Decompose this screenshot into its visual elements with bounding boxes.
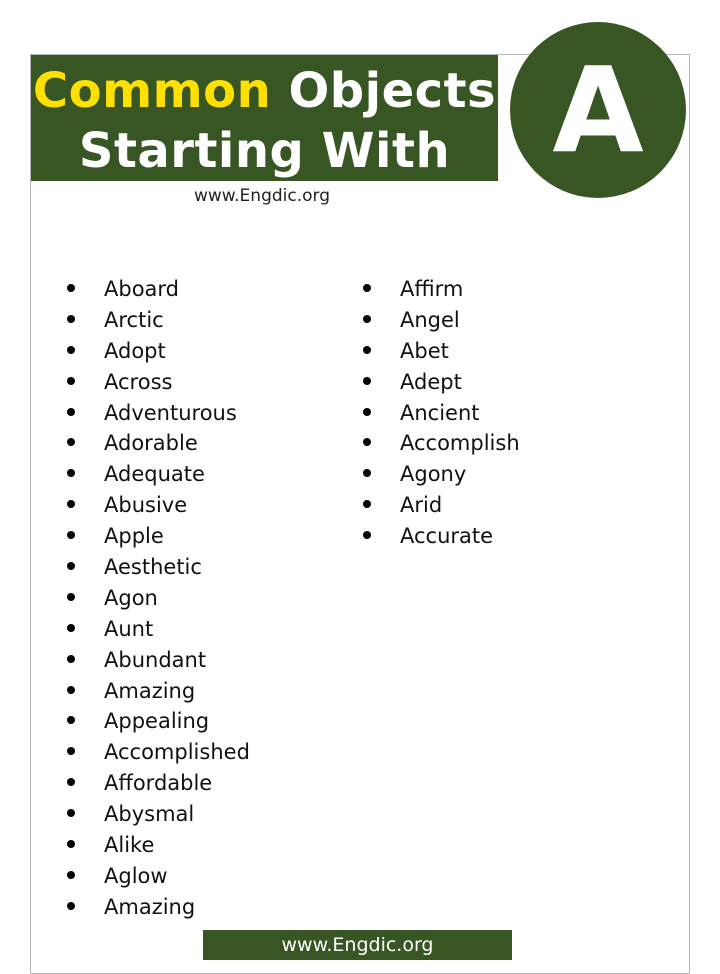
bullet-icon (67, 716, 75, 724)
title-banner (31, 55, 498, 181)
bullet-icon (67, 747, 75, 755)
list-item-label: Agony (400, 462, 467, 487)
bullet-icon (67, 778, 75, 786)
list-item-label: Adorable (104, 431, 198, 456)
list-item-label: Appealing (104, 709, 210, 734)
footer-site-url: www.Engdic.org (281, 934, 434, 956)
bullet-icon (363, 284, 371, 292)
title-rest: Objects (271, 63, 497, 119)
word-list-right (362, 274, 520, 552)
list-item-label: Agon (104, 585, 158, 610)
list-item (362, 274, 520, 305)
bullet-icon (67, 809, 75, 817)
bullet-icon (67, 593, 75, 601)
bullet-icon (363, 438, 371, 446)
list-item-label: Aesthetic (104, 555, 202, 580)
list-item-label: Affirm (400, 277, 464, 301)
list-item-label: Aunt (104, 616, 154, 641)
list-item (362, 398, 520, 429)
list-item (66, 768, 250, 799)
list-item-label: Abusive (104, 493, 188, 518)
list-item-label: Arid (400, 493, 443, 518)
list-item (66, 367, 250, 398)
list-item-label: Aboard (104, 277, 180, 301)
list-item-label: Aglow (104, 863, 168, 888)
bullet-icon (67, 531, 75, 539)
list-item (66, 645, 250, 676)
list-item (362, 367, 520, 398)
title-highlight: Common (32, 63, 272, 119)
list-item (66, 490, 250, 521)
bullet-icon (67, 315, 75, 323)
word-list-left (66, 274, 250, 923)
list-item (362, 305, 520, 336)
list-item (66, 706, 250, 737)
bullet-icon (67, 902, 75, 910)
list-item (66, 676, 250, 707)
bullet-icon (67, 840, 75, 848)
letter-badge (510, 22, 686, 198)
bullet-icon (67, 562, 75, 570)
bullet-icon (67, 408, 75, 416)
list-item (362, 428, 520, 459)
list-item (66, 552, 250, 583)
bullet-icon (363, 500, 371, 508)
letter-badge-text: A (552, 41, 644, 179)
title-line-2: Starting With (78, 123, 451, 179)
list-item-label: Alike (104, 833, 155, 858)
bullet-icon (363, 346, 371, 354)
list-item-label: Ancient (400, 400, 480, 425)
list-item (66, 737, 250, 768)
list-item (66, 830, 250, 861)
title-line-1 (31, 61, 498, 121)
list-item-label: Arctic (104, 307, 164, 332)
list-item (66, 799, 250, 830)
list-item (66, 336, 250, 367)
bullet-icon (67, 438, 75, 446)
list-item (66, 892, 250, 923)
list-item-label: Across (104, 369, 173, 394)
bullet-icon (363, 408, 371, 416)
list-item-label: Adventurous (104, 400, 237, 425)
list-item (66, 861, 250, 892)
bullet-icon (67, 377, 75, 385)
list-item (66, 521, 250, 552)
list-item (66, 583, 250, 614)
list-item-label: Amazing (104, 678, 196, 703)
bullet-icon (363, 377, 371, 385)
bullet-icon (363, 531, 371, 539)
bullet-icon (363, 469, 371, 477)
list-item-label: Adept (400, 369, 462, 394)
list-item (362, 490, 520, 521)
list-item-label: Abysmal (104, 802, 195, 827)
list-item-label: Affordable (104, 771, 213, 796)
list-item (66, 305, 250, 336)
list-item (66, 614, 250, 645)
list-item-label: Abundant (104, 647, 207, 672)
list-item-label: Adequate (104, 462, 205, 487)
bullet-icon (67, 624, 75, 632)
bullet-icon (67, 655, 75, 663)
list-item-label: Amazing (104, 894, 196, 919)
bullet-icon (67, 686, 75, 694)
list-item (362, 521, 520, 552)
list-item-label: Accurate (400, 524, 494, 549)
list-item-label: Accomplish (400, 431, 520, 456)
list-item (66, 428, 250, 459)
footer-site-bar (203, 930, 512, 960)
list-item (362, 459, 520, 490)
bullet-icon (67, 469, 75, 477)
list-item (66, 459, 250, 490)
list-item-label: Angel (400, 307, 460, 332)
bullet-icon (67, 500, 75, 508)
list-item (66, 398, 250, 429)
list-item-label: Adopt (104, 338, 166, 363)
bullet-icon (67, 284, 75, 292)
bullet-icon (67, 871, 75, 879)
site-url-top: www.Engdic.org (194, 186, 331, 206)
bullet-icon (67, 346, 75, 354)
list-item (66, 274, 250, 305)
list-item (362, 336, 520, 367)
list-item-label: Apple (104, 524, 164, 549)
list-item-label: Accomplished (104, 740, 250, 765)
bullet-icon (363, 315, 371, 323)
list-item-label: Abet (400, 338, 449, 363)
